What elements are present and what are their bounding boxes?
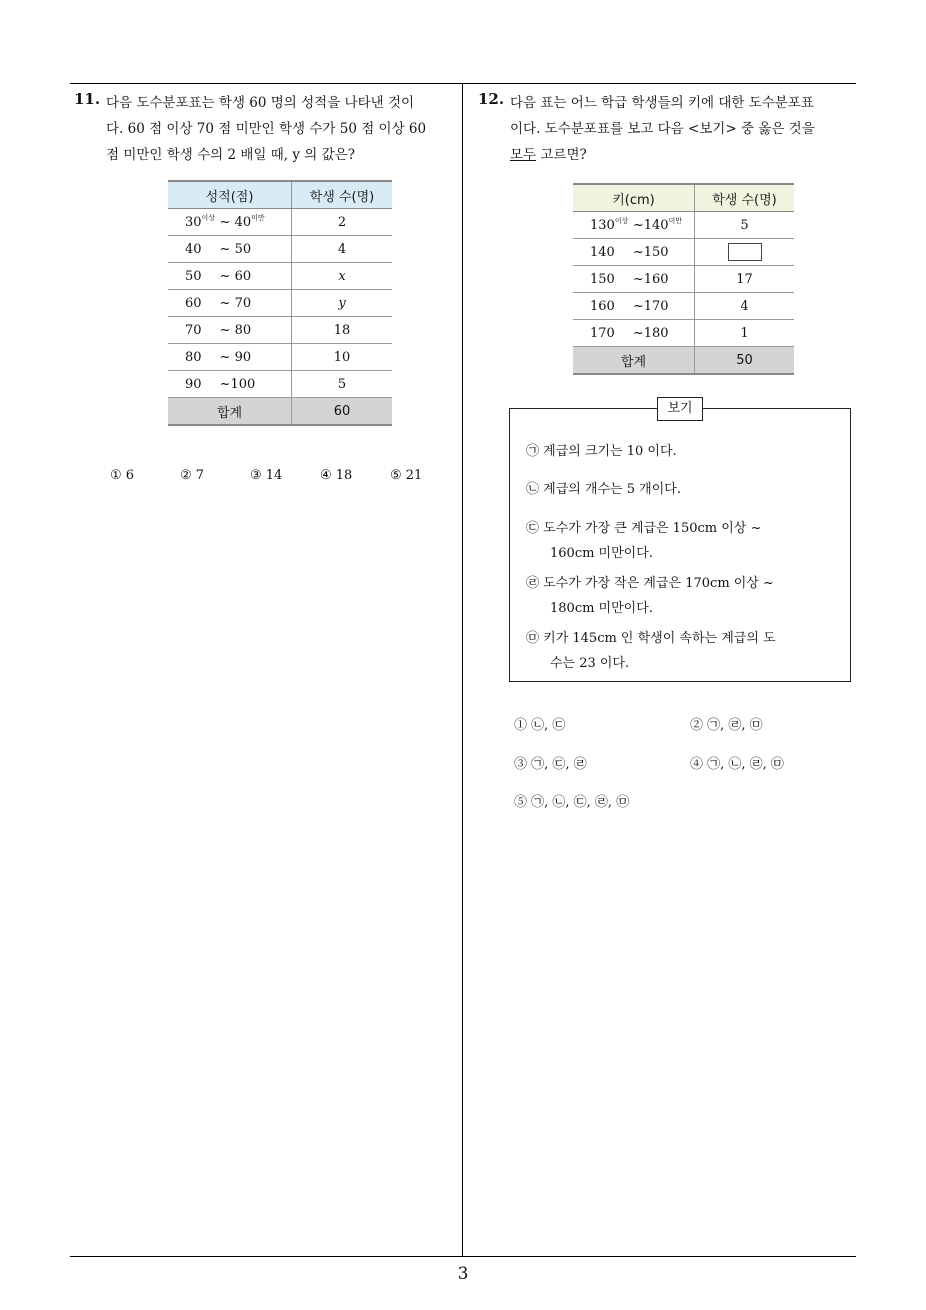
question-line: 다. 60 점 이상 70 점 미만인 학생 수가 50 점 이상 60 (106, 121, 427, 137)
interval-start: 160 (590, 298, 615, 314)
student-count: x (292, 263, 393, 290)
table-row (573, 212, 794, 239)
student-count (695, 239, 795, 266)
interval-end-note: 미만 (251, 213, 265, 222)
choice-4[interactable]: ④ 18 (320, 468, 353, 483)
interval-start: 170 (590, 325, 615, 341)
interval-end: ~100 (219, 376, 256, 392)
question-number: 11. (74, 90, 101, 108)
bogi-item-text: 수는 23 이다. (550, 656, 630, 671)
choice-1[interactable]: ① ㉡, ㉢ (514, 718, 566, 733)
table-header: 학생 수(명) (292, 181, 393, 209)
student-count: 18 (292, 317, 393, 344)
question-text (106, 90, 460, 168)
choice-4[interactable]: ④ ㉠, ㉡, ㉣, ㉤ (690, 757, 784, 772)
choice-5[interactable]: ⑤ 21 (390, 468, 423, 483)
student-count: 5 (695, 212, 795, 239)
table-header: 키(cm) (573, 184, 695, 212)
table-header: 성적(점) (168, 181, 292, 209)
bogi-item-text: ㉡ 계급의 개수는 5 개이다. (526, 482, 681, 497)
page-number: 3 (457, 1264, 469, 1284)
interval-end-note: 미만 (668, 216, 683, 225)
interval-start: 130 (590, 217, 615, 233)
student-count: 2 (292, 209, 393, 236)
bogi-item (526, 571, 836, 621)
class-interval (168, 290, 292, 317)
interval-end: ~160 (632, 271, 669, 287)
question-number: 12. (478, 90, 505, 108)
question-12 (478, 90, 862, 168)
table-row (573, 239, 794, 266)
interval-start: 60 (185, 295, 202, 311)
bogi-item-text: ㉢ 도수가 가장 큰 계급은 150cm 이상 ~ (526, 521, 762, 536)
interval-end: ~170 (632, 298, 669, 314)
class-interval (573, 266, 695, 293)
table-row (573, 293, 794, 320)
choice-2[interactable]: ② 7 (180, 468, 205, 483)
interval-start: 40 (185, 241, 202, 257)
bogi-item-text: ㉤ 키가 145cm 인 학생이 속하는 계급의 도 (526, 631, 776, 646)
frequency-table-scores (168, 180, 392, 426)
choice-5[interactable]: ⑤ ㉠, ㉡, ㉢, ㉣, ㉤ (514, 795, 630, 810)
bogi-item-text: 180cm 미만이다. (550, 601, 653, 616)
interval-end: ~140 (632, 217, 669, 233)
question-line: 다음 표는 어느 학급 학생들의 키에 대한 도수분포표 (510, 95, 814, 111)
interval-start-note: 이상 (614, 216, 629, 225)
table-row (168, 317, 392, 344)
table-row (168, 236, 392, 263)
interval-start: 140 (590, 244, 615, 260)
table-row (168, 209, 392, 236)
total-value: 60 (292, 398, 393, 426)
emphasis-underline: 모두 (510, 147, 537, 163)
interval-start: 70 (185, 322, 202, 338)
table-row (573, 266, 794, 293)
interval-end: ~ 90 (219, 349, 252, 365)
interval-start: 80 (185, 349, 202, 365)
bogi-box (509, 401, 851, 682)
column-divider (462, 84, 463, 1257)
interval-end: ~ 70 (219, 295, 252, 311)
class-interval (573, 212, 695, 239)
interval-end: ~ 80 (219, 322, 252, 338)
frequency-table-heights (573, 183, 794, 375)
total-label: 합계 (573, 347, 695, 375)
bogi-title: 보기 (657, 397, 703, 421)
bogi-item-text: 160cm 미만이다. (550, 546, 653, 561)
class-interval (168, 263, 292, 290)
question-11 (74, 90, 460, 168)
top-rule (70, 83, 856, 84)
class-interval (168, 209, 292, 236)
question-line-rest: 고르면? (536, 147, 587, 163)
bogi-item (526, 626, 836, 676)
question-text (510, 90, 862, 168)
table-row (168, 263, 392, 290)
interval-start: 30 (185, 214, 202, 230)
student-count: 10 (292, 344, 393, 371)
student-count: 5 (292, 371, 393, 398)
interval-end: ~ 40 (219, 214, 252, 230)
blank-answer-box (728, 243, 762, 261)
choice-3[interactable]: ③ ㉠, ㉢, ㉣ (514, 757, 587, 772)
question-line (510, 142, 862, 168)
bogi-item (526, 439, 836, 464)
bogi-item (526, 516, 836, 566)
choice-3[interactable]: ③ 14 (250, 468, 283, 483)
total-value: 50 (695, 347, 795, 375)
student-count: 4 (292, 236, 393, 263)
class-interval (168, 317, 292, 344)
question-line: 다음 도수분포표는 학생 60 명의 성적을 나타낸 것이 (106, 95, 415, 111)
table-row (168, 344, 392, 371)
interval-end: ~150 (632, 244, 669, 260)
interval-start: 50 (185, 268, 202, 284)
bogi-item-text: ㉣ 도수가 가장 작은 계급은 170cm 이상 ~ (526, 576, 774, 591)
table-row (168, 371, 392, 398)
class-interval (573, 320, 695, 347)
class-interval (168, 371, 292, 398)
table-row (168, 290, 392, 317)
interval-end: ~180 (632, 325, 669, 341)
interval-end: ~ 60 (219, 268, 252, 284)
interval-start-note: 이상 (201, 213, 216, 222)
choice-1[interactable]: ① 6 (110, 468, 135, 483)
student-count: y (292, 290, 393, 317)
student-count: 17 (695, 266, 795, 293)
class-interval (573, 293, 695, 320)
student-count: 1 (695, 320, 795, 347)
question-line: 점 미만인 학생 수의 2 배일 때, y 의 값은? (106, 147, 355, 163)
table-row (573, 320, 794, 347)
interval-start: 150 (590, 271, 615, 287)
class-interval (168, 344, 292, 371)
bogi-item-text: ㉠ 계급의 크기는 10 이다. (526, 444, 677, 459)
question-line: 이다. 도수분포표를 보고 다음 <보기> 중 옳은 것을 (510, 121, 815, 137)
table-header: 학생 수(명) (695, 184, 795, 212)
choice-2[interactable]: ② ㉠, ㉣, ㉤ (690, 718, 763, 733)
class-interval (573, 239, 695, 266)
bottom-rule (70, 1256, 856, 1257)
interval-start: 90 (185, 376, 202, 392)
class-interval (168, 236, 292, 263)
interval-end: ~ 50 (219, 241, 252, 257)
bogi-item (526, 477, 836, 502)
total-label: 합계 (168, 398, 292, 426)
student-count: 4 (695, 293, 795, 320)
